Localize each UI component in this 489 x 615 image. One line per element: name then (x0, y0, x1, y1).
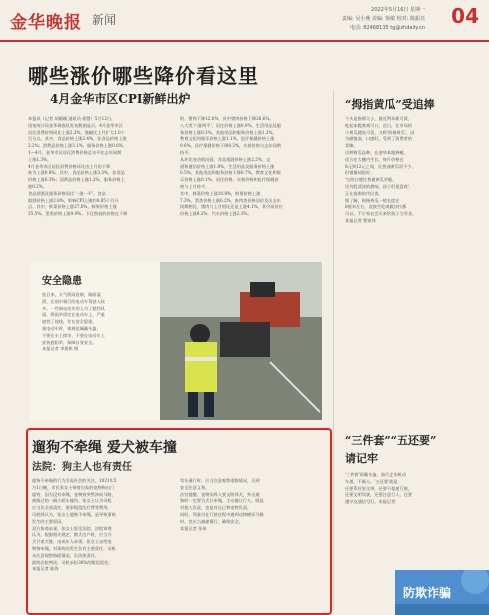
photo-illustration (160, 262, 322, 420)
text-line: 还要文明驾驶，还要注意行人，还要 (345, 492, 413, 498)
text-line: 应当负全部责任，要求赔偿医疗费等费用。 (32, 505, 112, 511)
text-line: 从环比变动情况看，食品烟酒价格上涨2.2%，交 (180, 156, 271, 162)
right-article-title: “拇指黄瓜”受追捧 (345, 98, 435, 111)
text-line: 价格上涨0.3%；消费品价格上涨1.2%，服务价格上 (28, 177, 125, 183)
phone-line: 电话: 82468135 tg@zhdaily.cn (349, 25, 425, 31)
text-line: 正在选购的市民说。 (345, 190, 383, 196)
text-line: 同期相比，猪肉与上月相比还是上涨4.1%，其中高价位 (180, 204, 283, 210)
text-line: 八大类'六涨两平'。居住价格上涨0.9%，生活用品及服 (180, 122, 281, 128)
text-line: 但销量却很好。 (345, 170, 375, 176)
text-line: 持平。 (180, 149, 193, 155)
text-line: 适合在大棚内生长。每斤价格在 (345, 156, 404, 162)
text-line: 的，猪肉下降12.0%，其中猪肉价格下降26.6%。 (180, 116, 274, 121)
text-line: 安全注意义务。 (180, 484, 210, 490)
text-line: 烟酒价格上涨2.8%，影响CPI上涨约0.85个百分 (28, 197, 119, 203)
anti-fraud-promo-banner[interactable] (395, 570, 489, 615)
text-line: 0.6%。医疗保健价格下降0.2%，衣着价格与去年同期 (180, 143, 281, 149)
text-line: 司机则认为，张女士遛狗不牵绳，是导致事故 (32, 511, 116, 517)
text-line: 转为上涨0.8%。其中，食品价格上涨3.3%，非食品 (28, 170, 125, 176)
masthead-meta (285, 6, 425, 33)
column-divider (333, 90, 334, 610)
text-line: 乐价格上涨0.1%，居住价格、衣着价格和医疗保健价 (180, 177, 279, 183)
text-line: 格与上月持平。 (180, 183, 210, 189)
text-line: 百分点。其中，食品价格上涨2.4%，非食品价格上涨 (28, 136, 127, 142)
text-line: 食品烟酒及服务价格同比'一涨一平'。食品 (28, 190, 106, 196)
text-line: 认为，根据相关规定，携犬出户时，应当为 (32, 532, 112, 538)
text-line: 骑电动车时，请规范佩戴头盔， (42, 325, 101, 331)
text-line: 上涨1.3%。 (28, 156, 52, 162)
highlight-article-title: 遛狗不牵绳 爱犬被车撞 (32, 440, 177, 456)
text-line: 驾车通行时，应当注意观察道路情况，尽到 (180, 478, 260, 483)
text-line: 价格上涨8.2%，汽车价格上涨2.3%。 (180, 211, 252, 217)
section-name: 新闻 (92, 13, 117, 27)
text-line: 本报记者 张伟 (180, 525, 207, 531)
text-line: 居民消费价格同比上涨2.2%，涨幅比上月扩大1.0个 (28, 129, 125, 135)
text-line: 时，也应当减速慢行，确保安全。 (180, 518, 243, 524)
text-line: 发生的主要原因。 (32, 518, 66, 524)
text-line: 8厘米左右，直接生吃或做沙拉都 (345, 204, 407, 210)
text-line: 遛狗不牵绳的行为引起社会的关注。2021年5 (32, 478, 117, 483)
text-line: 多。一些骑电动车的人为了遮挡风 (42, 305, 105, 311)
highlight-article-col1 (32, 478, 174, 573)
text-line: 通和通信价格上涨1.8%，生活用品及服务价格上涨 (180, 163, 275, 169)
text-line: 本报记者 程家玮 (345, 217, 376, 223)
text-line: 国家统计局金华调查队发布数据显示，4月金华市区 (28, 122, 123, 128)
page-number: 04 (451, 4, 479, 28)
text-line: 为颜值高，口感好，受到了消费者的 (345, 136, 413, 142)
text-line: 对他人负责，也是对自己和宠物负责。 (180, 505, 252, 511)
text-line: 遮挡了视线，存在安全隐患。 (42, 319, 97, 325)
date-line: 2022年5月16日 星期一 (371, 7, 425, 13)
right-article2-body (345, 472, 480, 506)
main-article-title: 哪些涨价哪些降价看这里 (28, 64, 259, 88)
text-line: 连日来，天气阴雨连绵，路面湿 (42, 292, 101, 297)
highlight-article-subtitle: 法院：狗主人也有责任 (32, 462, 132, 473)
main-article-subtitle: 4月金华市区CPI新鲜出炉 (50, 92, 191, 106)
text-line: 个头是指那大小，最近两年新可爱， (345, 116, 413, 121)
text-line: 法官提醒，宠物饲养人要文明养犬，外出遛 (180, 491, 260, 497)
promo-label: 防欺诈骗 (403, 586, 452, 600)
right-article2-title-line2: 请记牢 (345, 452, 378, 465)
masthead (0, 0, 489, 42)
text-line: 本报记者 陈海 (32, 566, 59, 572)
text-line: 同时，驾驶员在行驶过程中遇到动物横穿马路 (180, 511, 264, 517)
text-line: 还有股淡淡的甜味，孩子们很喜欢', (345, 183, 411, 189)
text-line: 8元到12元之间，比普通黄瓜贵不少， (345, 163, 416, 169)
text-line: 小黄瓜随处可见，又称'拇指黄瓜'，因 (345, 129, 415, 135)
text-line: 据了解，拇指黄瓜一般长度在 (345, 197, 400, 203)
text-line: 点。其中，鲜菜价格上涨27.6%，鲜果价格上涨 (28, 204, 117, 210)
text-line: 25.5%，蛋类价格上涨9.9%。下过图表的价格在下降 (28, 211, 128, 217)
text-line: 这种黄瓜品种，在金华本地种植， (345, 149, 408, 155)
text-line: 遛弯，因为没有牵绳，宠物狗突然冲向马路， (32, 491, 116, 497)
text-line: 务价格上涨0.3%，其他用品和服务价格上涨1.2%。 (180, 129, 277, 135)
right-article-body (345, 116, 480, 225)
highlight-article-col2 (180, 478, 322, 532)
text-line: 0.5%，其他用品和服务价格下降0.7%，教育文化和娱 (180, 170, 281, 176)
text-line: 月1日晚，市民张女士带着自家的宠物狗出门 (32, 484, 115, 490)
text-line: 双方协商未果，张女士诉至法院。法院审理 (32, 525, 112, 531)
text-line: 7.3%，蛋类价格上涨6.2%，畜肉类价格居价及出去年 (180, 197, 281, 203)
text-line: 滑，在雨中骑行的电动车驾驶人较 (42, 298, 105, 304)
text-line: 犬只束犬链，由成年人牵领。张女士未给宠 (32, 539, 112, 545)
safety-box-body (42, 292, 152, 353)
text-line: 吃起来脆爽爽可口，近日，在市场的 (345, 122, 413, 128)
text-line: 安装遮阳伞，保障自身安全。 (42, 339, 97, 345)
text-line: 未注意观察路面情况，负次要责任。 (32, 552, 100, 558)
safety-box-title: 安全隐患 (42, 276, 82, 287)
text-line: '三件套'即戴头盔、骑行走非机动 (345, 472, 406, 477)
safety-box (30, 262, 160, 420)
text-line: 还要系好安全带，还要不超速行驶， (345, 485, 413, 491)
text-line: 本报讯（记者 胡珊珊 通讯员 徐慧）5月12日， (28, 116, 116, 121)
text-line: 雨，将雨伞固定在电动车上，严重 (42, 312, 105, 318)
main-article-col2 (180, 116, 325, 218)
text-line: 可以，不少家长会买来给孩子当零食。 (345, 211, 417, 217)
right-article2-title-line1: “三件套”“五还要” (345, 434, 437, 447)
text-line: 狗时一定要为犬只牵绳，主动避让行人，既是 (180, 498, 264, 504)
text-line: 最终法院判决，司机承担30%的赔偿责任。 (32, 559, 113, 565)
news-photo (160, 262, 322, 420)
text-line: 涨0.2%。 (28, 183, 48, 189)
main-article-col1 (28, 116, 173, 218)
text-line: 本报记者 李建彬 摄 (42, 346, 79, 352)
text-line: 遵守交通信号灯。本报记者 (345, 499, 396, 505)
text-line: 2.2%；消费品价格上涨3.1%，服务价格上涨0.8%。 (28, 143, 127, 149)
text-line: 青睐。 (345, 143, 358, 149)
text-line: 物狗牵绳，对事故的发生负有主要责任，司机 (32, 545, 116, 551)
text-line: 车道、不载人。'五还要'就是： (345, 478, 402, 484)
text-line: 不要在车上撑伞，不要在电动车上 (42, 332, 105, 338)
newspaper-logo: 金华晚报 (10, 13, 82, 33)
text-line: 教育文化和娱乐价格上涨1.1%，医疗保健价格上涨 (180, 136, 275, 142)
text-line: '它的口感比普通黄瓜更脆， (345, 177, 397, 183)
text-line: 其中，鲜菜价格上涨10.8%，鲜果价格上涨 (180, 190, 261, 196)
text-line: 4月金华市区居民消费价格环比由上月的下降 (28, 163, 111, 169)
text-line: 1—4月，金华市区居民消费价格总水平比去年同期 (28, 149, 122, 155)
editor-line: 责编: 吴小燕 美编: 徐敏 校对: 陈振亮 (341, 16, 425, 22)
text-line: 被路过的一辆小轿车撞伤。张女士认为司机 (32, 498, 112, 504)
